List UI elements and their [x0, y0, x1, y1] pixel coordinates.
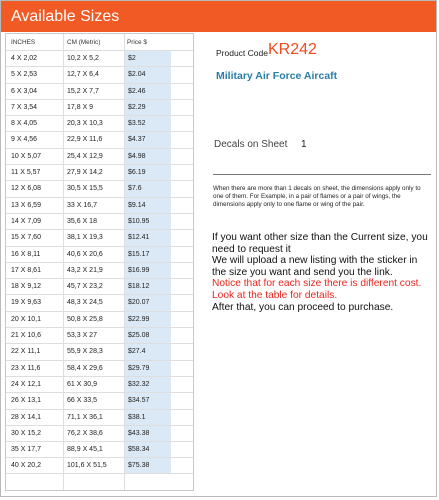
price-cell: $4.37	[125, 132, 171, 147]
header-title: Available Sizes	[11, 8, 120, 25]
price-cell: $2	[125, 51, 171, 66]
column-header-cm: CM (Metric)	[67, 39, 101, 46]
column-header-inches: INCHES	[11, 39, 36, 46]
inches-cell: 28 X 14,1	[11, 413, 41, 421]
table-row	[6, 278, 193, 294]
cm-cell: 22,9 X 11,6	[67, 136, 103, 144]
price-cell: $25.08	[125, 328, 171, 343]
info-line-notice: Notice that for each size there is different cost. Look at the table for details.	[212, 278, 422, 301]
price-cell: $7.6	[125, 181, 171, 196]
product-code: KR242	[268, 41, 317, 58]
inches-cell: 14 X 7,09	[11, 217, 41, 225]
inches-cell: 15 X 7,60	[11, 234, 41, 242]
cm-cell: 20,3 X 10,3	[67, 120, 103, 128]
price-cell: $34.57	[125, 393, 171, 408]
inches-cell: 30 X 15,2	[11, 429, 41, 437]
info-line-upload: We will upload a new listing with the sticker in the size you want and send you the link.	[212, 255, 418, 278]
cm-cell: 48,3 X 24,5	[67, 299, 103, 307]
inches-cell: 23 X 11,6	[11, 364, 41, 372]
inches-cell: 5 X 2,53	[11, 71, 38, 79]
table-row	[6, 294, 193, 310]
cm-cell: 61 X 30,9	[67, 380, 97, 388]
price-cell: $20.07	[125, 295, 171, 310]
cm-cell: 71,1 X 36,1	[67, 413, 103, 421]
cm-cell: 66 X 33,5	[67, 397, 97, 405]
table-row	[6, 343, 193, 359]
cm-cell: 30,5 X 15,5	[67, 185, 103, 193]
inches-cell: 8 X 4,05	[11, 120, 38, 128]
inches-cell: 4 X 2,02	[11, 55, 38, 62]
dimensions-note: When there are more than 1 decals on sheet, the dimensions apply only to one of them. For Example, in a pair of flames or a pair of wings, the dimensions apply only to one flame or wing of the pair.	[213, 185, 421, 208]
table-row	[6, 115, 193, 131]
price-cell: $9.14	[125, 198, 171, 213]
table-row	[6, 99, 193, 115]
table-row	[6, 246, 193, 262]
cm-cell: 53,3 X 27	[67, 332, 97, 340]
cm-cell: 38,1 X 19,3	[67, 234, 103, 242]
price-cell: $2.04	[125, 67, 171, 82]
inches-cell: 7 X 3,54	[11, 103, 38, 111]
inches-cell: 26 X 13,1	[11, 397, 41, 405]
column-header-price: Price $	[127, 39, 147, 46]
price-cell: $32.32	[125, 377, 171, 392]
inches-cell: 10 X 5,07	[11, 152, 41, 160]
price-cell: $58.34	[125, 442, 171, 457]
inches-cell: 13 X 6,59	[11, 201, 41, 209]
table-row	[6, 409, 193, 425]
custom-size-info	[212, 232, 432, 313]
cm-cell: 50,8 X 25,8	[67, 315, 103, 323]
cm-cell: 40,6 X 20,6	[67, 250, 103, 258]
inches-cell: 24 X 12,1	[11, 380, 41, 388]
cm-cell: 15,2 X 7,7	[67, 87, 99, 95]
info-line-proceed: After that, you can proceed to purchase.	[212, 301, 394, 313]
price-cell: $3.52	[125, 116, 171, 131]
price-cell: $22.99	[125, 312, 171, 327]
decals-value: 1	[301, 139, 307, 150]
cm-cell: 17,8 X 9	[67, 103, 94, 111]
price-cell: $43.38	[125, 426, 171, 441]
price-cell: $18.12	[125, 279, 171, 294]
table-row	[6, 148, 193, 164]
cm-cell: 35,6 X 18	[67, 217, 97, 225]
price-cell: $29.79	[125, 361, 171, 376]
inches-cell: 19 X 9,63	[11, 299, 41, 307]
price-cell: $2.46	[125, 84, 171, 99]
table-row	[6, 180, 193, 196]
decals-label: Decals on Sheet	[214, 139, 288, 150]
inches-cell: 16 X 8,11	[11, 250, 41, 258]
table-row	[6, 197, 193, 213]
table-row	[6, 441, 193, 457]
cm-cell: 27,9 X 14,2	[67, 169, 103, 177]
price-cell: $15.17	[125, 247, 171, 262]
inches-cell: 9 X 4,56	[11, 136, 38, 144]
cm-cell: 101,6 X 51,5	[67, 462, 107, 470]
table-body	[6, 50, 193, 474]
inches-cell: 18 X 9,12	[11, 283, 41, 291]
cm-cell: 45,7 X 23,2	[67, 283, 103, 291]
table-row	[6, 376, 193, 392]
price-cell: $10.95	[125, 214, 171, 229]
table-row	[6, 50, 193, 66]
inches-cell: 20 X 10,1	[11, 315, 41, 323]
inches-cell: 35 X 17,7	[11, 446, 41, 454]
table-row	[6, 66, 193, 82]
table-header	[6, 34, 193, 50]
table-row	[6, 392, 193, 408]
cm-cell: 58,4 X 29,6	[67, 364, 103, 372]
price-cell: $27.4	[125, 344, 171, 359]
table-row	[6, 131, 193, 147]
table-row	[6, 360, 193, 376]
table-row	[6, 229, 193, 245]
cm-cell: 55,9 X 28,3	[67, 348, 103, 356]
cm-cell: 10,2 X 5,2	[67, 55, 99, 62]
inches-cell: 40 X 20,2	[11, 462, 41, 470]
table-row	[6, 213, 193, 229]
product-name: Military Air Force Aircaft	[216, 70, 338, 82]
inches-cell: 6 X 3,04	[11, 87, 38, 95]
inches-cell: 22 X 11,1	[11, 348, 41, 356]
size-table	[5, 33, 194, 491]
table-row	[6, 83, 193, 99]
product-code-label: Product Code	[216, 48, 268, 58]
info-line-request: If you want other size than the Current size, you need to request it	[212, 232, 428, 255]
price-cell: $2.29	[125, 100, 171, 115]
table-row	[6, 262, 193, 278]
cm-cell: 25,4 X 12,9	[67, 152, 103, 160]
cm-cell: 12,7 X 6,4	[67, 71, 99, 79]
cm-cell: 33 X 16,7	[67, 201, 97, 209]
cm-cell: 88,9 X 45,1	[67, 446, 103, 454]
table-row	[6, 164, 193, 180]
price-cell: $75.38	[125, 458, 171, 472]
price-cell: $4.98	[125, 149, 171, 164]
price-cell: $12.41	[125, 230, 171, 245]
cm-cell: 43,2 X 21,9	[67, 266, 103, 274]
table-row	[6, 327, 193, 343]
price-cell: $16.99	[125, 263, 171, 278]
table-row	[6, 311, 193, 327]
inches-cell: 12 X 6,08	[11, 185, 41, 193]
divider	[213, 174, 431, 175]
inches-cell: 17 X 8,61	[11, 266, 41, 274]
inches-cell: 21 X 10,6	[11, 332, 41, 340]
table-row	[6, 457, 193, 473]
price-cell: $6.19	[125, 165, 171, 180]
inches-cell: 11 X 5,57	[11, 169, 41, 177]
cm-cell: 76,2 X 38,6	[67, 429, 103, 437]
header-bar	[1, 1, 436, 32]
price-cell: $38.1	[125, 410, 171, 425]
table-row	[6, 425, 193, 441]
